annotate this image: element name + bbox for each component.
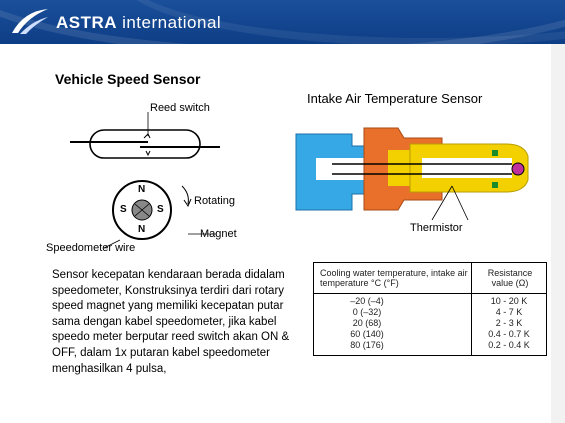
pole-s-right: S xyxy=(157,204,164,215)
astra-swoosh-logo-icon xyxy=(10,7,50,37)
slide-edge xyxy=(551,44,565,423)
reed-switch-diagram xyxy=(40,100,250,265)
column-header-temperature: Cooling water temperature, intake air temperature °C (°F) xyxy=(320,268,468,288)
table-cell-temp: 80 (176) xyxy=(350,340,384,350)
pole-s-left: S xyxy=(120,204,127,215)
table-cell-temp: –20 (–4) xyxy=(350,296,384,306)
magnet-label: Magnet xyxy=(200,228,237,240)
speedometer-wire-label: Speedometer wire xyxy=(46,242,136,254)
table-cell-resistance: 10 - 20 K xyxy=(490,296,528,306)
brand-name: ASTRA international xyxy=(56,13,222,32)
intake-air-temp-title: Intake Air Temperature Sensor xyxy=(307,91,483,106)
reed-switch-label: Reed switch xyxy=(150,102,210,114)
table-cell-temp: 60 (140) xyxy=(350,329,384,339)
table-cell-temp: 20 (68) xyxy=(352,318,382,328)
rotating-label: Rotating xyxy=(194,195,235,207)
pole-n-bottom: N xyxy=(138,224,146,235)
header-bar xyxy=(0,0,565,44)
intake-air-sensor-diagram xyxy=(292,120,552,245)
vehicle-speed-sensor-title: Vehicle Speed Sensor xyxy=(55,71,201,87)
column-header-resistance: Resistance value (Ω) xyxy=(487,268,533,288)
table-cell-resistance: 0.4 - 0.7 K xyxy=(488,329,530,339)
table-cell-resistance: 0.2 - 0.4 K xyxy=(488,340,530,350)
table-cell-resistance: 2 - 3 K xyxy=(495,318,523,328)
pole-n-top: N xyxy=(138,184,146,195)
speed-sensor-description: Sensor kecepatan kendaraan berada didalam speedometer, Konstruksinya terdiri dari rotary speed magnet yang memiliki kecepatan putar sama dengan kabel speedometer, jika kabel speedo meter berputar reed switch akan ON & OFF, dalam 1x putaran kabel speedometer menghasilkan 4 pulsa, xyxy=(52,269,290,375)
table-cell-resistance: 4 - 7 K xyxy=(495,307,523,317)
resistance-table xyxy=(313,262,547,356)
thermistor-label: Thermistor xyxy=(410,222,463,234)
table-cell-temp: 0 (–32) xyxy=(352,307,382,317)
